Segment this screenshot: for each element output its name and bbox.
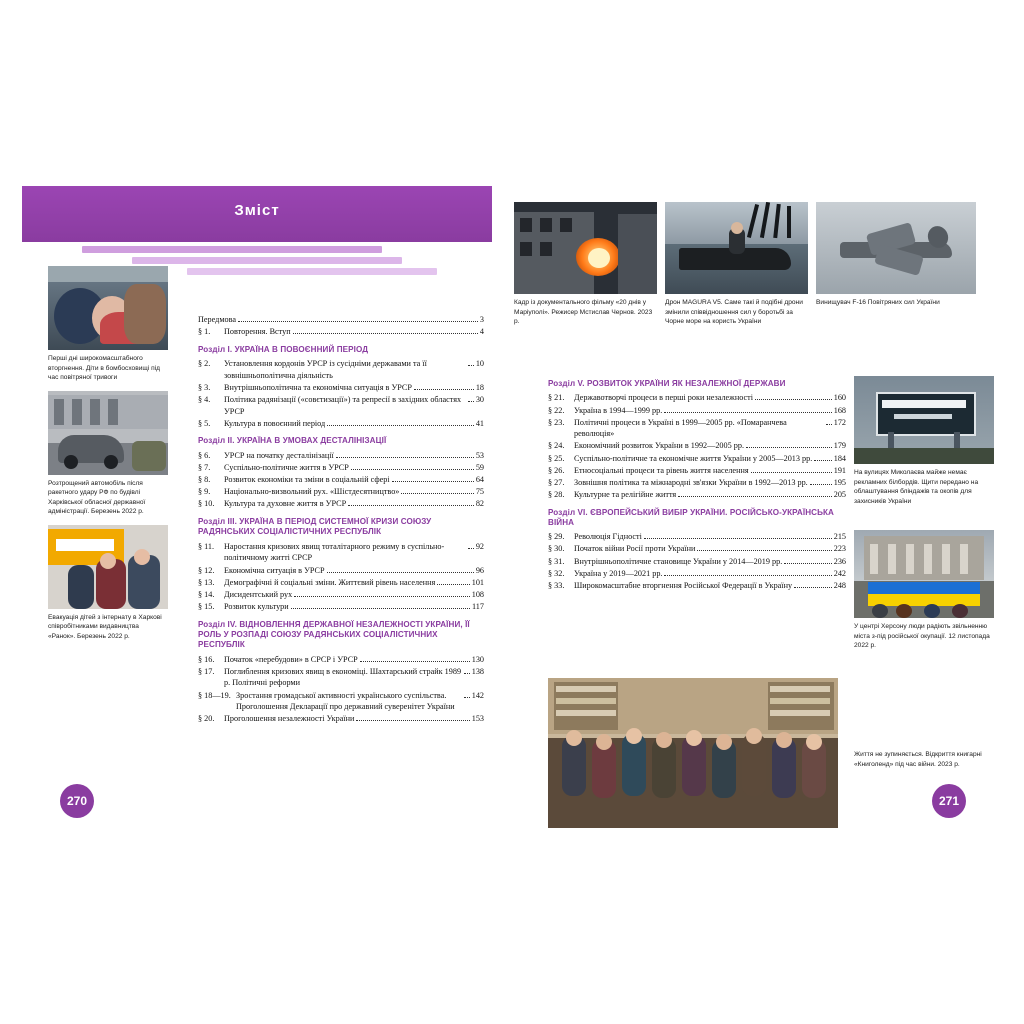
toc-label: Україна в 1994—1999 рр. — [574, 405, 663, 415]
photo-card — [816, 202, 976, 327]
toc-page: 75 — [475, 487, 484, 497]
toc-entry[interactable] — [198, 462, 484, 474]
toc-number: § 24. — [548, 441, 565, 451]
leader-dots — [746, 443, 832, 448]
toc-label: Економічний розвиток України в 1992—2005 рр. — [574, 441, 744, 451]
toc-number: § 18—19. — [198, 690, 231, 700]
toc-number: § 33. — [548, 580, 565, 590]
toc-number: § 8. — [198, 475, 211, 485]
toc-label: Внутрішньополітична та економічна ситуація в УРСР — [224, 382, 412, 392]
toc-page: 4 — [479, 327, 484, 337]
toc-entry[interactable] — [548, 465, 846, 477]
photo-caption: Життя не зупиняється. Відкриття книгарні «Книголенд» під час війни. 2023 р. — [854, 751, 982, 768]
table-of-contents-left — [198, 314, 484, 726]
toc-page: 30 — [475, 395, 484, 405]
toc-entry[interactable] — [198, 394, 484, 417]
toc-number: § 14. — [198, 589, 215, 599]
leader-dots — [810, 480, 832, 485]
top-photo-strip — [514, 202, 940, 327]
leader-dots — [826, 420, 832, 425]
toc-entry[interactable] — [198, 486, 484, 498]
toc-label: Економічна ситуація в УРСР — [224, 565, 325, 575]
toc-entry[interactable] — [198, 382, 484, 394]
toc-number: § 22. — [548, 405, 565, 415]
leader-dots — [351, 465, 474, 470]
photo-caption: Кадр із документального фільму «20 днів у Маріуполі». Режисер Мстислав Чернов. 2023 р. — [514, 299, 653, 326]
toc-label: Широкомасштабне вторгнення Російської Федерації в Україну — [574, 580, 793, 590]
photo-ranok-volunteers — [48, 525, 168, 609]
toc-entry[interactable] — [548, 489, 846, 501]
toc-page: 92 — [475, 541, 484, 551]
toc-page: 248 — [833, 580, 846, 590]
toc-page: 10 — [475, 359, 484, 369]
leader-dots — [697, 546, 831, 551]
toc-page: 195 — [833, 477, 846, 487]
toc-page: 184 — [833, 453, 846, 463]
toc-number: § 7. — [198, 462, 211, 472]
decor-stripe-1 — [82, 246, 382, 253]
toc-label: Державотворчі процеси в перші роки незалежності — [574, 393, 754, 403]
toc-page: 172 — [833, 417, 846, 427]
photo-card — [48, 391, 168, 517]
photo-card — [854, 530, 994, 651]
toc-label: Зростання громадської активності українського суспільства. Проголошення Декларації про державний суверенітет України — [236, 690, 455, 712]
page-number-left: 270 — [60, 784, 94, 818]
toc-number: § 21. — [548, 393, 565, 403]
toc-page: 205 — [833, 489, 846, 499]
toc-number: § 13. — [198, 577, 215, 587]
leader-dots — [401, 489, 473, 494]
toc-entry[interactable] — [548, 580, 846, 592]
toc-page: 179 — [833, 441, 846, 451]
leader-dots — [464, 669, 470, 674]
toc-label: Зовнішня політика та міжнародні зв'язки України в 1992—2013 рр. — [574, 477, 808, 487]
leader-dots — [360, 657, 470, 662]
toc-label: Передмова — [198, 315, 236, 324]
toc-number: § 10. — [198, 499, 215, 509]
leader-dots — [392, 477, 474, 482]
leader-dots — [468, 361, 474, 366]
toc-page: 3 — [479, 315, 484, 324]
toc-page: 41 — [475, 418, 484, 428]
toc-entry-intro[interactable] — [198, 326, 484, 338]
toc-number: § 28. — [548, 489, 565, 499]
decor-stripe-3 — [187, 268, 437, 275]
toc-page: 59 — [475, 462, 484, 472]
toc-entry[interactable] — [198, 690, 484, 713]
toc-page: 138 — [471, 666, 484, 676]
toc-entry[interactable] — [198, 666, 484, 689]
photo-caption: Розтрощений автомобіль після ракетного удару РФ по будівлі Харківської обласної державної адміністрації. Березень 2022 р. — [48, 479, 146, 516]
toc-entry[interactable] — [198, 577, 484, 589]
toc-label: Суспільно-політичне життя в УРСР — [224, 462, 349, 472]
toc-label: Політика радянізації («совєтизації») та репресії в західних областях УРСР — [224, 395, 462, 416]
leader-dots — [238, 317, 478, 322]
toc-number: § 25. — [548, 453, 565, 463]
leader-dots — [294, 592, 470, 597]
toc-label: Початок «перебудови» в СРСР і УРСР — [224, 654, 358, 664]
toc-number: § 32. — [548, 568, 565, 578]
toc-page: 64 — [475, 475, 484, 485]
leader-dots — [794, 583, 832, 588]
leader-dots — [327, 567, 474, 572]
leader-dots — [356, 716, 469, 721]
toc-label: Дисидентський рух — [224, 589, 293, 599]
photo-mariupol-film — [514, 202, 657, 294]
toc-page: 18 — [475, 382, 484, 392]
toc-page: 168 — [833, 405, 846, 415]
leader-dots — [468, 544, 474, 549]
toc-label: Наростання кризових явищ тоталітарного режиму в суспільно-політичному житті СРСР — [224, 541, 445, 563]
leader-dots — [336, 453, 474, 458]
toc-number: § 3. — [198, 382, 211, 392]
toc-number: § 26. — [548, 465, 565, 475]
toc-label: Повторення. Вступ — [224, 327, 291, 337]
toc-number: § 9. — [198, 487, 211, 497]
toc-label: Культура в повоєнний період — [224, 418, 326, 428]
toc-number: § 11. — [198, 541, 215, 551]
leader-dots — [464, 693, 470, 698]
toc-label: Суспільно-політичне та економічне життя України у 2005—2013 рр. — [574, 453, 813, 463]
photo-magura-drone — [665, 202, 808, 294]
toc-entry[interactable] — [548, 405, 846, 417]
toc-number: § 20. — [198, 714, 215, 724]
leader-dots — [414, 385, 474, 390]
toc-entry[interactable] — [548, 417, 846, 440]
toc-label: УРСР на початку десталінізації — [224, 450, 334, 460]
toc-number: § 16. — [198, 654, 215, 664]
toc-entry[interactable] — [198, 418, 484, 430]
toc-number: § 4. — [198, 395, 211, 405]
toc-label: Установлення кордонів УРСР із сусідніми державами та її зовнішньополітична діяльність — [224, 359, 427, 380]
photo-caption: Дрон MAGURA V5. Саме такі й подібні дрони змінили співвідношення сил у боротьбі за Чорне море на користь України — [665, 299, 803, 326]
toc-label: Розвиток культури — [224, 601, 289, 611]
leader-dots — [348, 501, 474, 506]
toc-section-title: Розділ II. УКРАЇНА В УМОВАХ ДЕСТАЛІНІЗАЦІЇ — [198, 436, 387, 446]
toc-page: 130 — [471, 654, 484, 664]
toc-number: § 23. — [548, 417, 565, 427]
toc-entry[interactable] — [198, 474, 484, 486]
toc-entry[interactable] — [198, 601, 484, 613]
decor-stripe-2 — [132, 257, 402, 264]
toc-label: Проголошення незалежності України — [224, 714, 355, 724]
table-of-contents-right — [548, 372, 846, 592]
toc-entry[interactable] — [548, 556, 846, 568]
toc-label: Культурне та релігійне життя — [574, 489, 677, 499]
leader-dots — [678, 492, 832, 497]
toc-entry[interactable] — [198, 498, 484, 510]
photo-card — [514, 202, 657, 327]
toc-entry[interactable] — [548, 392, 846, 404]
photo-caption: У центрі Херсону люди радіють звільненню міста з-під російської окупації. 12 листопада 2022 р. — [854, 623, 990, 650]
toc-entry[interactable] — [198, 654, 484, 666]
toc-label: Внутрішньополітичне становище України у 2014—2019 рр. — [574, 556, 783, 566]
toc-entry[interactable] — [548, 453, 846, 465]
photo-destroyed-car — [48, 391, 168, 475]
leader-dots — [664, 407, 831, 412]
page-left — [22, 186, 492, 834]
toc-entry[interactable] — [548, 477, 846, 489]
photo-card — [854, 376, 994, 506]
toc-label: Україна у 2019—2021 рр. — [574, 568, 663, 578]
toc-label: Розвиток економіки та зміни в соціальній сфері — [224, 475, 390, 485]
toc-page: 101 — [471, 577, 484, 587]
toc-page: 82 — [475, 499, 484, 509]
toc-number: § 17. — [198, 666, 215, 676]
toc-entry-preface[interactable] — [198, 314, 484, 326]
leader-dots — [751, 468, 832, 473]
toc-label: Національно-визвольний рух. «Шістдесятництво» — [224, 487, 400, 497]
toc-label: Політичні процеси в Україні в 1999—2005 рр. «Помаранчева революція» — [574, 417, 787, 439]
toc-label: Революція Гідності — [574, 532, 642, 542]
toc-page: 108 — [471, 589, 484, 599]
toc-entry[interactable] — [548, 440, 846, 452]
toc-entry[interactable] — [198, 541, 484, 564]
photo-card — [665, 202, 808, 327]
toc-page: 153 — [471, 714, 484, 724]
toc-page: 191 — [833, 465, 846, 475]
toc-entry[interactable] — [548, 543, 846, 555]
toc-entry[interactable] — [198, 589, 484, 601]
toc-section-title: Розділ V. РОЗВИТОК УКРАЇНИ ЯК НЕЗАЛЕЖНОЇ ДЕРЖАВИ — [548, 379, 786, 388]
photo-f16-jet — [816, 202, 976, 294]
photo-evacuation-child — [48, 266, 168, 350]
toc-page: 242 — [833, 568, 846, 578]
toc-page: 160 — [833, 393, 846, 403]
toc-entry[interactable] — [548, 531, 846, 543]
photo-bookstore-opening — [548, 678, 838, 828]
toc-number: § 2. — [198, 359, 211, 369]
toc-page: 96 — [475, 565, 484, 575]
toc-page: 236 — [833, 556, 846, 566]
toc-label: Етносоціальні процеси та рівень життя населення — [574, 465, 749, 475]
toc-label: Демографічні й соціальні зміни. Життєвий рівень населення — [224, 577, 436, 587]
leader-dots — [784, 559, 831, 564]
leader-dots — [327, 421, 474, 426]
toc-entry[interactable] — [198, 713, 484, 725]
toc-entry[interactable] — [198, 450, 484, 462]
leader-dots — [664, 571, 831, 576]
toc-number: § 5. — [198, 418, 211, 428]
photo-caption: Винищувач F-16 Повітряних сил України — [816, 299, 940, 306]
toc-page: 117 — [472, 601, 484, 611]
toc-number: § 31. — [548, 556, 565, 566]
toc-page: 53 — [475, 450, 484, 460]
leader-dots — [814, 455, 831, 460]
toc-number: § 15. — [198, 601, 215, 611]
toc-section-title: Розділ III. УКРАЇНА В ПЕРІОД СИСТЕМНОЇ КРИЗИ СОЮЗУ РАДЯНСЬКИХ СОЦІАЛІСТИЧНИХ РЕСПУБЛІК — [198, 517, 432, 537]
toc-page: 142 — [471, 690, 484, 700]
toc-number: § 12. — [198, 565, 215, 575]
photo-caption: На вулицях Миколаєва майже немає рекламних білбордів. Щити передано на облаштування бліндажів та окопів для захисників України — [854, 469, 979, 505]
photo-caption: Евакуація дітей з інтернату в Харкові співробітниками видавництва «Ранок». Березень 2022 р. — [48, 613, 162, 640]
page-right — [508, 186, 1002, 834]
toc-number: § 1. — [198, 327, 211, 337]
leader-dots — [755, 395, 832, 400]
toc-entry[interactable] — [548, 568, 846, 580]
toc-number: § 27. — [548, 477, 565, 487]
toc-page: 215 — [833, 532, 846, 542]
leader-dots — [468, 397, 474, 402]
leader-dots — [293, 329, 478, 334]
photo-kherson-liberation — [854, 530, 994, 618]
right-photo-column — [854, 376, 994, 659]
photo-caption: Перші дні широкомасштабного вторгнення. Діти в бомбосховищі під час повітряної тривоги — [48, 355, 160, 382]
photo-mykolaiv-sign — [854, 376, 994, 464]
page-title: Зміст — [234, 202, 280, 219]
toc-page: 223 — [833, 544, 846, 554]
leader-dots — [644, 534, 832, 539]
leader-dots — [291, 604, 470, 609]
toc-number: § 30. — [548, 544, 565, 554]
toc-entry[interactable] — [198, 565, 484, 577]
toc-section-title: Розділ IV. ВІДНОВЛЕННЯ ДЕРЖАВНОЇ НЕЗАЛЕЖНОСТІ УКРАЇНИ, ЇЇ РОЛЬ У РОЗПАДІ СОЮЗУ РАДЯНСЬКИХ СОЦІАЛІСТИЧНИХ РЕСПУБЛІК — [198, 619, 470, 650]
toc-label: Початок війни Росії проти України — [574, 544, 696, 554]
toc-label: Поглиблення кризових явищ в економіці. Шахтарський страйк 1989 р. Політичні реформи — [224, 666, 462, 688]
toc-entry[interactable] — [198, 358, 484, 381]
leader-dots — [437, 580, 469, 585]
photo-card — [48, 266, 168, 383]
toc-number: § 29. — [548, 532, 565, 542]
photo-card — [48, 525, 168, 642]
toc-section-title: Розділ I. УКРАЇНА В ПОВОЄННИЙ ПЕРІОД — [198, 344, 369, 354]
toc-number: § 6. — [198, 450, 211, 460]
left-photo-column — [48, 266, 168, 649]
toc-section-title: Розділ VI. ЄВРОПЕЙСЬКИЙ ВИБІР УКРАЇНИ. РОСІЙСЬКО-УКРАЇНСЬКА ВІЙНА — [548, 507, 834, 527]
page-number-right: 271 — [932, 784, 966, 818]
toc-label: Культура та духовне життя в УРСР — [224, 499, 347, 509]
